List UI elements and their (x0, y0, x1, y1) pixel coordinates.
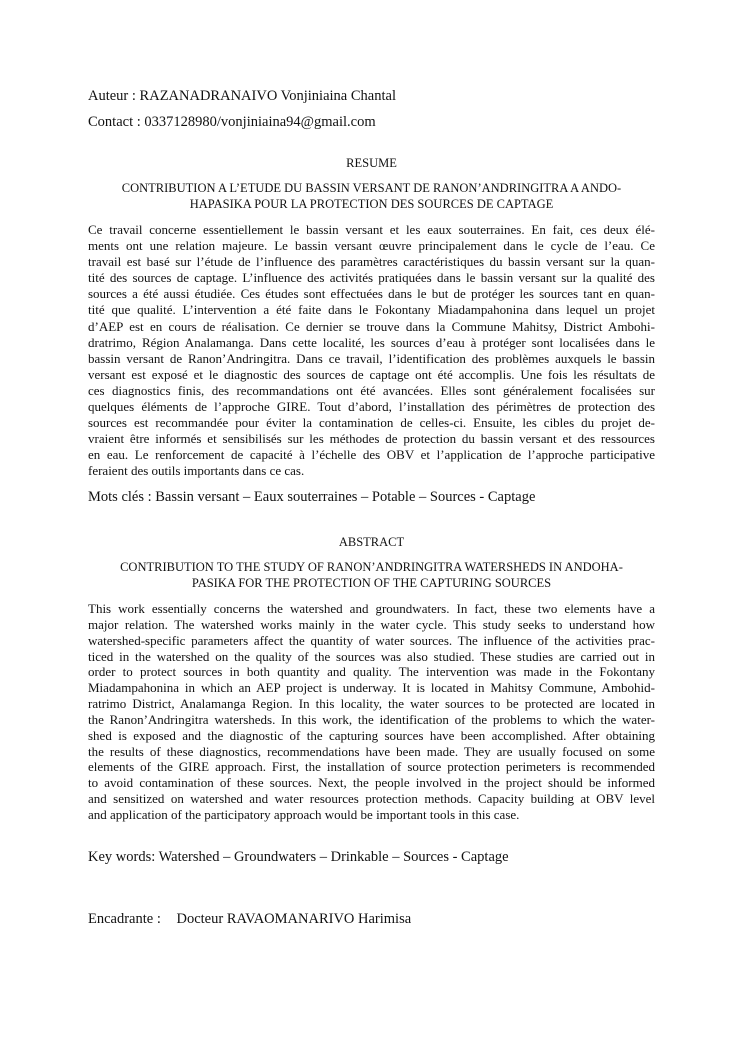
paragraph-line: Miadampahonina in which an AEP project is underway. It is located in Mahitsy Commune, Ambohid- (88, 680, 655, 696)
abstract-paragraph (88, 601, 655, 823)
resume-keywords: Mots clés : Bassin versant – Eaux souterraines – Potable – Sources - Captage (88, 489, 536, 505)
author-name: RAZANADRANAIVO Vonjiniaina Chantal (139, 88, 396, 104)
contact-line (88, 114, 376, 131)
paragraph-line: sources est recommandée pour éviter la contamination de celles-ci. Ensuite, les cibles du projet de- (88, 415, 655, 431)
paragraph-line: ratrimo District, Analamanga Region. In this locality, the water sources to be protected are located in (88, 696, 655, 712)
resume-paragraph (88, 222, 655, 480)
abstract-keywords: Key words: Watershed – Groundwaters – Drinkable – Sources - Captage (88, 849, 509, 865)
paragraph-line: This work essentially concerns the watershed and groundwaters. In fact, these two elements have a (88, 601, 655, 616)
resume-title (88, 180, 655, 212)
paragraph-line: the results of these diagnostics, recommendations have been made. They are usually focused on some (88, 743, 655, 759)
paragraph-line: ments ont une relation majeure. Le bassin versant œuvre principalement dans le cycle de l’eau. Ce (88, 238, 655, 254)
contact-value: 0337128980/vonjiniaina94@gmail.com (144, 114, 376, 130)
resume-title-line: HAPASIKA POUR LA PROTECTION DES SOURCES DE CAPTAGE (189, 197, 554, 211)
paragraph-line: d’AEP est en cours de réalisation. Ce dernier se trouve dans la Commune Mahitsy, District Ambohi- (88, 318, 655, 334)
paragraph-line: Ce travail concerne essentiellement le bassin versant et les eaux souterraines. En fait, ces deux élé- (88, 222, 655, 237)
paragraph-line: dratrimo, Région Analamanga. Dans cette localité, les sources d’eau à protéger sont localisées dans le (88, 334, 655, 350)
paragraph-line: watershed-specific parameters affect the quantity of water sources. The influence of the activities prac- (88, 632, 655, 648)
author-label: Auteur : (88, 88, 136, 104)
abstract-title-line: PASIKA FOR THE PROTECTION OF THE CAPTURING SOURCES (191, 576, 552, 590)
paragraph-line: order to protect sources in both quantity and quality. The intervention was made in the Fokontany (88, 664, 655, 680)
paragraph-line: shed is exposed and the diagnostic of the capturing sources have been accomplished. After obtaining (88, 727, 655, 743)
paragraph-line: bassin versant de Ranon’Andringitra. Dans ce travail, l’identification des problèmes auxquels le bassin (88, 350, 655, 366)
paragraph-line: major relation. The watershed works mainly in the water cycle. This study seeks to understand how (88, 616, 655, 632)
author-line (88, 88, 396, 105)
abstract-title-line: CONTRIBUTION TO THE STUDY OF RANON’ANDRINGITRA WATERSHEDS IN ANDOHA- (120, 560, 623, 574)
paragraph-line: quelques éléments de l’approche GIRE. Tout d’abord, l’installation des périmètres de protection des (88, 399, 655, 415)
supervisor-name: Docteur RAVAOMANARIVO Harimisa (176, 911, 412, 927)
resume-heading: RESUME (346, 156, 397, 170)
paragraph-line: feraient des outils importants dans ce cas. (88, 463, 305, 479)
paragraph-line: tité des sources de captage. L’influence des activités pratiquées dans le bassin versant sur la qualité des (88, 270, 655, 286)
supervisor-label: Encadrante : (88, 911, 161, 927)
paragraph-line: and sensitized on watershed and water resources protection methods. Capacity building at OBV level (88, 791, 655, 807)
resume-title-line: CONTRIBUTION A L’ETUDE DU BASSIN VERSANT DE RANON’ANDRINGITRA A ANDO- (121, 181, 622, 195)
paragraph-line: ces diagnostics finis, des recommandations ont été avancées. Elles sont généralement focalisées sur (88, 382, 655, 398)
supervisor-line (88, 911, 411, 928)
paragraph-line: versant est exposé et le diagnostic des sources de captage ont été accomplis. Une fois les résultats de (88, 366, 655, 382)
paragraph-line: sources a été aussi étudiée. Ces études sont effectuées dans le but de protéger les sources tant en quan- (88, 286, 655, 302)
paragraph-line: vraient être informés et sensibilisés sur les méthodes de protection du bassin versant et des ressources (88, 431, 655, 447)
paragraph-line: elements of the GIRE approach. First, the installation of source protection perimeters is recommended (88, 759, 655, 775)
paragraph-line: en eau. Le renforcement de capacité à l’échelle des OBV et l’application de l’approche participative (88, 447, 655, 463)
abstract-heading: ABSTRACT (338, 535, 405, 549)
paragraph-line: the Ranon’Andringitra watersheds. In this work, the identification of the problems to which the water- (88, 711, 655, 727)
paragraph-line: ticed in the watershed on the quality of the sources was also studied. These studies are carried out in (88, 648, 655, 664)
paragraph-line: and application of the participatory approach would be important tools in this case. (88, 806, 520, 822)
paragraph-line: to avoid contamination of these sources. Next, the people involved in the project should be informed (88, 775, 655, 791)
abstract-title (88, 559, 655, 591)
paragraph-line: travail est basé sur l’étude de l’influence des paramètres caractéristiques du bassin versant sur la quan- (88, 254, 655, 270)
contact-label: Contact : (88, 114, 141, 130)
paragraph-line: tité que qualité. L’intervention a été faite dans le Fokontany Miadampahonina dans lequel un projet (88, 302, 655, 318)
